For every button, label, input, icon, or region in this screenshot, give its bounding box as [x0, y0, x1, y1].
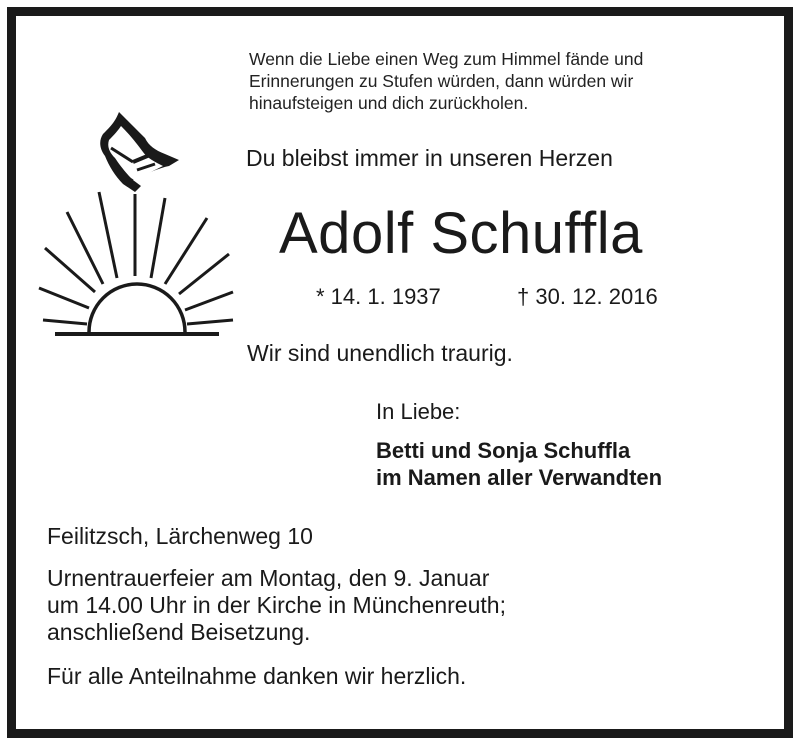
thanks-text: Für alle Anteilnahme danken wir herzlich. — [47, 663, 467, 689]
signer-line: im Namen aller Verwandten — [376, 465, 663, 490]
birth-date: * 14. 1. 1937 — [316, 284, 441, 309]
ceremony-line: Urnentrauerfeier am Montag, den 9. Januar — [47, 565, 490, 591]
poem-line: Erinnerungen zu Stufen würden, dann würden wir — [249, 71, 634, 91]
rising-sun-icon — [39, 192, 233, 334]
address: Feilitzsch, Lärchenweg 10 — [47, 523, 313, 549]
poem — [249, 48, 769, 114]
deceased-name: Adolf Schuffla — [279, 201, 643, 266]
signers — [376, 437, 662, 491]
poem-line: hinaufsteigen und dich zurückholen. — [249, 93, 529, 113]
in-love-label: In Liebe: — [376, 399, 461, 424]
ceremony-line: um 14.00 Uhr in der Kirche in Münchenreuth; — [47, 592, 506, 618]
subtitle: Du bleibst immer in unseren Herzen — [246, 145, 613, 171]
signer-line: Betti und Sonja Schuffla — [376, 438, 631, 463]
ceremony-info — [47, 565, 506, 646]
death-date: † 30. 12. 2016 — [517, 284, 658, 309]
ceremony-line: anschließend Beisetzung. — [47, 619, 311, 645]
emblem — [37, 108, 242, 340]
sorrow-text: Wir sind unendlich traurig. — [247, 340, 513, 366]
poem-line: Wenn die Liebe einen Weg zum Himmel fände und — [249, 49, 644, 69]
dove-icon — [100, 112, 179, 192]
